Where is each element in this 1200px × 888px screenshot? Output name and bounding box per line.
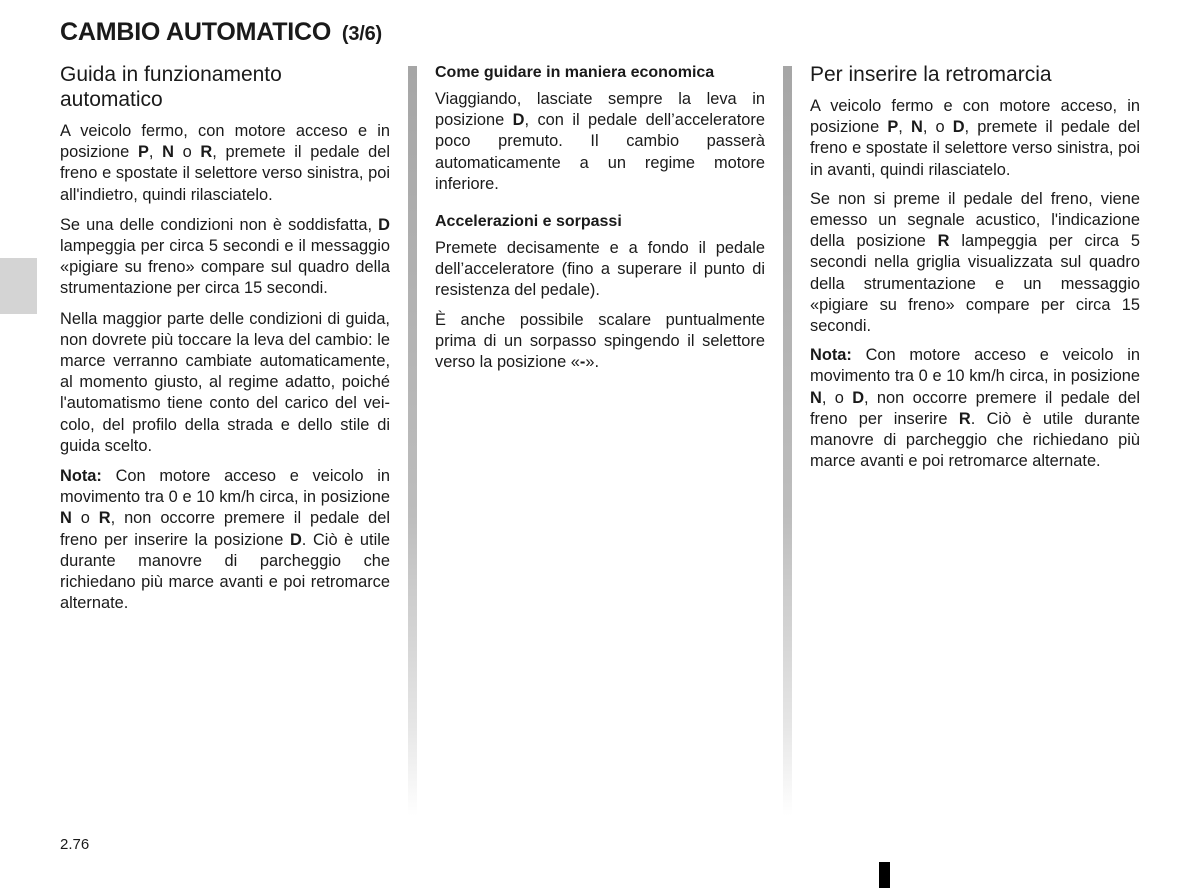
section-heading-automatic-driving: Guida in funzionamento automatico [60, 63, 282, 111]
paragraph-condition-warning: Se una delle condizioni non è soddisfatta, D lampeggia per circa 5 secondi e il messaggio «pigiare su freno» compare sul quadro della strumentazione per circa 15 secondi. [60, 215, 390, 298]
page-title-part: (3/6) [341, 23, 382, 45]
paragraph-reverse-procedure: A veicolo fermo e con motore acceso, in posizione P, N, o D, premete il pedale del freno e spostate il selettore verso sinistra, poi in avanti, quindi rilasciatelo. [810, 97, 1140, 179]
paragraph-start-procedure: A veicolo fermo, con motore acceso e in posizione P, N o R, premete il pedale del freno e spostate il selettore verso sinistra, poi all'indietro, quindi rilasciatelo. [60, 122, 391, 204]
column-1 [60, 62, 390, 623]
section-heading-reverse: Per inserire la retromarcia [810, 63, 1052, 86]
column-divider-1 [408, 66, 417, 816]
subheading-acceleration-overtaking: Accelerazioni e sorpassi [435, 213, 622, 231]
subheading-economic-driving: Come guidare in maniera economica [435, 64, 715, 81]
page-title [60, 18, 382, 47]
paragraph-automatic-shifting: Nella maggior parte delle condizioni di guida, non dovrete più toccare la leva del cambio: le marce verranno cambiate automaticamente, al momento giusto, al regime adatto, poiché l'automatismo tiene conto del carico del veicolo, del profilo della strada e dello stile di guida scelto. [60, 309, 390, 455]
chapter-side-tab [0, 258, 37, 314]
paragraph-kickdown: Premete decisamente e a fondo il pedale dell’acceleratore (fino a superare il punto di resistenza del pedale). [435, 239, 765, 300]
page-title-text: CAMBIO AUTOMATICO [60, 18, 332, 46]
paragraph-note-d-position: Nota: Con motore acceso e veicolo in movimento tra 0 e 10 km/h circa, in posizione N o R, non occorre premere il pedale del freno per inserire la posizione D. Ciò è utile durante manovre di parcheggio che richiedano più marce avanti e poi retromarce alternate. [60, 467, 390, 613]
column-3 [810, 62, 1140, 480]
paragraph-manual-downshift: È anche possibile scalare puntualmente prima di un sorpasso spingendo il selettore verso la posizione «-». [435, 310, 765, 372]
paragraph-reverse-warning: Se non si preme il pedale del freno, viene emesso un segnale acustico, l'indicazione della posizione R lampeggia per circa 5 secondi nella griglia visualizzata sul quadro della strumentazione e un messaggio «pigiare su freno» compare per circa 15 secondi. [810, 189, 1140, 336]
page-edge-marker [879, 862, 890, 888]
paragraph-economic-driving: Viaggiando, lasciate sempre la leva in posizione D, con il pedale dell’acceleratore poco premuto. Il cambio passerà automaticamente a un regime motore inferiore. [435, 90, 765, 193]
page-number: 2.76 [60, 836, 90, 853]
column-divider-2 [783, 66, 792, 816]
paragraph-note-reverse: Nota: Con motore acceso e veicolo in movimento tra 0 e 10 km/h circa, in posizione N, o D, non occorre premere il pedale del freno per inserire R. Ciò è utile durante manovre di parcheggio che richiedano più marce avanti e poi retromarce alternate. [810, 346, 1141, 471]
column-2 [435, 62, 765, 381]
